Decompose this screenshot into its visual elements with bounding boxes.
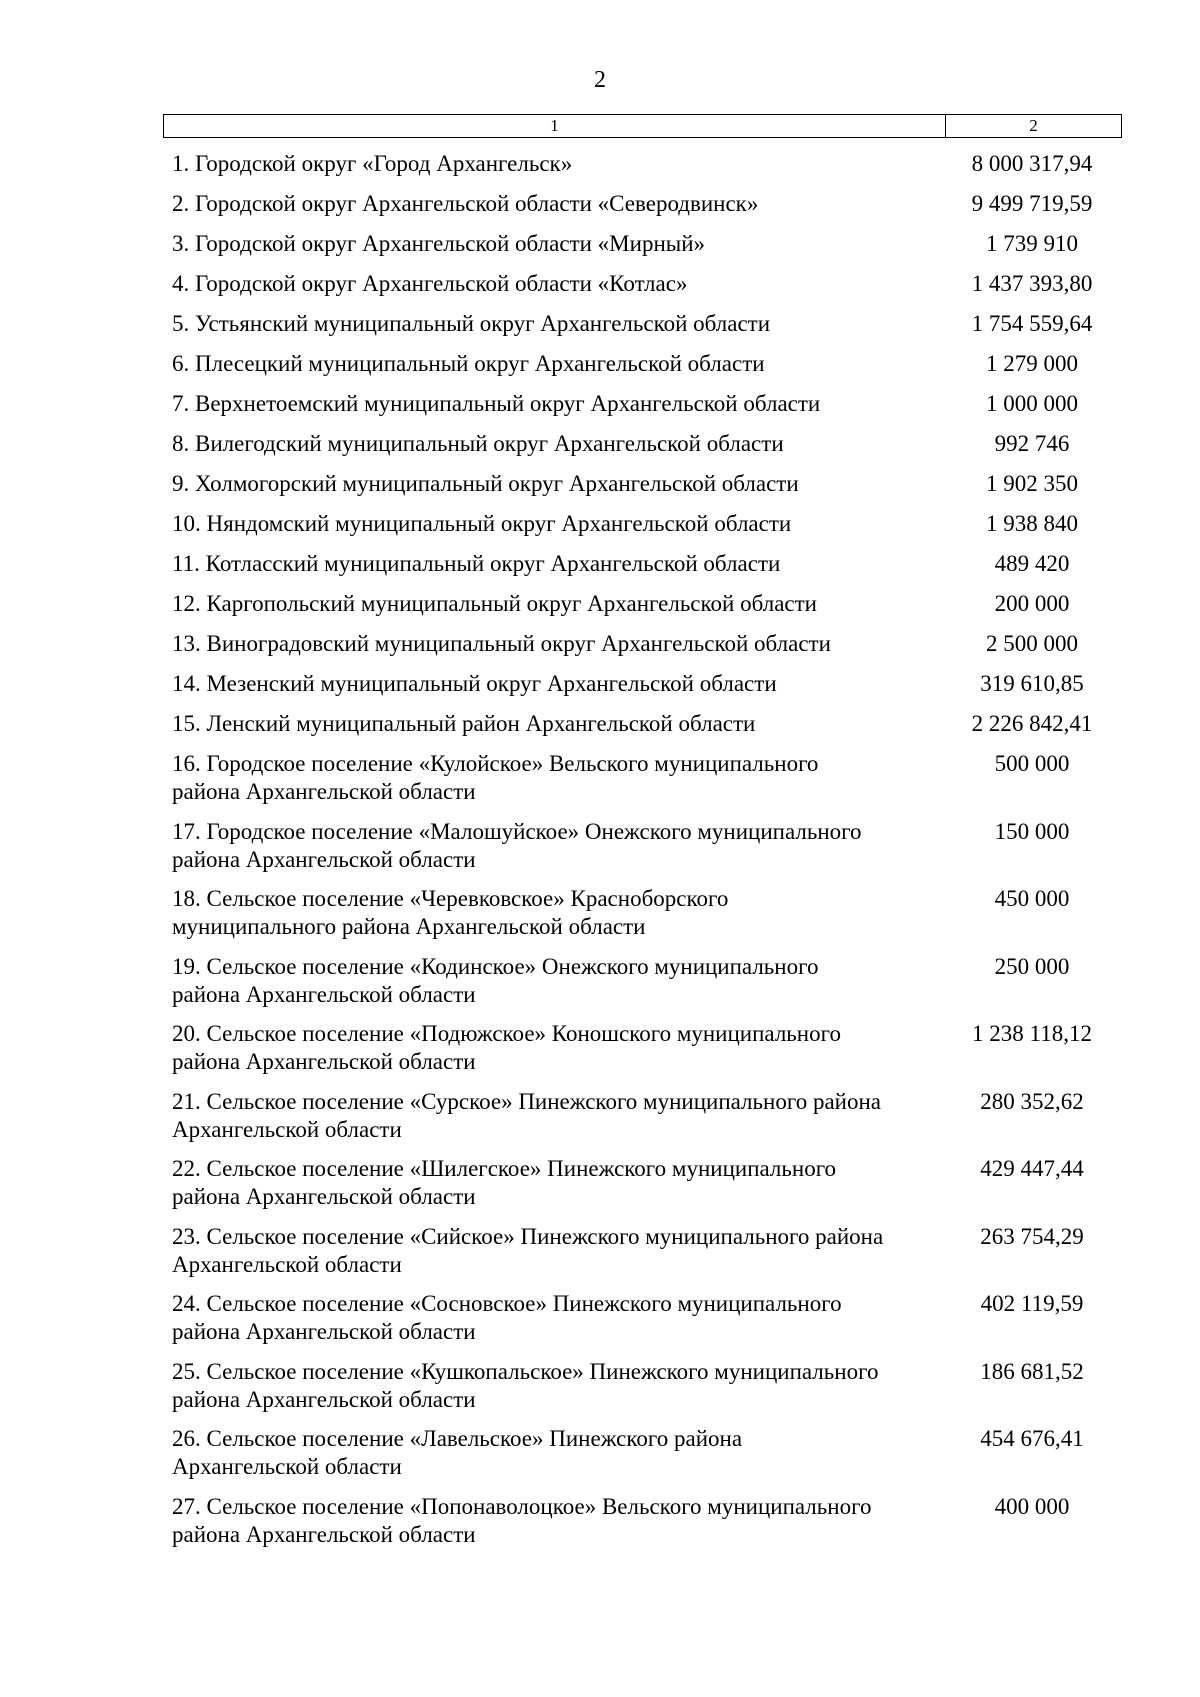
row-value: 1 739 910 bbox=[986, 231, 1078, 256]
row-name-line: Архангельской области bbox=[172, 1251, 402, 1277]
row-value: 1 754 559,64 bbox=[971, 311, 1093, 336]
row-name-line: 13. Виноградовский муниципальный округ Архангельской области bbox=[172, 631, 831, 656]
page-number: 2 bbox=[594, 67, 606, 93]
table-row bbox=[172, 230, 1112, 270]
row-name bbox=[172, 310, 932, 338]
table-header bbox=[163, 114, 1122, 138]
row-value: 429 447,44 bbox=[980, 1156, 1084, 1181]
row-name bbox=[172, 1155, 932, 1211]
row-name-line: 2. Городской округ Архангельской области «Северодвинск» bbox=[172, 191, 759, 216]
row-name-line: 26. Сельское поселение «Лавельское» Пинежского района bbox=[172, 1426, 743, 1451]
row-name-line: района Архангельской области bbox=[172, 1521, 476, 1547]
table-row bbox=[172, 270, 1112, 310]
table-row bbox=[172, 1425, 1112, 1493]
row-name-line: 23. Сельское поселение «Сийское» Пинежского муниципального района bbox=[172, 1223, 884, 1249]
row-value: 186 681,52 bbox=[980, 1358, 1084, 1384]
row-name bbox=[172, 630, 932, 658]
table-row bbox=[172, 190, 1112, 230]
row-name bbox=[172, 150, 932, 178]
row-name-line: 16. Городское поселение «Кулойское» Вельского муниципального bbox=[172, 751, 819, 776]
row-name bbox=[172, 1425, 932, 1481]
row-name-line: 12. Каргопольский муниципальный округ Архангельской области bbox=[172, 591, 817, 616]
row-value: 263 754,29 bbox=[980, 1223, 1084, 1249]
row-name-line: района Архангельской области bbox=[172, 1049, 476, 1074]
row-value: 319 610,85 bbox=[980, 671, 1084, 696]
row-name-line: 24. Сельское поселение «Сосновское» Пинежского муниципального bbox=[172, 1291, 842, 1316]
header-col-1: 1 bbox=[164, 115, 946, 137]
row-value: 200 000 bbox=[994, 591, 1070, 616]
header-col-2: 2 bbox=[1029, 116, 1038, 135]
table-row bbox=[172, 510, 1112, 550]
row-name-line: 8. Вилегодский муниципальный округ Архангельской области bbox=[172, 431, 784, 456]
row-name bbox=[172, 710, 932, 738]
row-value: 1 238 118,12 bbox=[972, 1021, 1092, 1046]
row-name-line: Архангельской области bbox=[172, 1454, 402, 1479]
table-row bbox=[172, 750, 1112, 818]
row-value: 1 000 000 bbox=[986, 391, 1078, 416]
row-name-line: 9. Холмогорский муниципальный округ Архангельской области bbox=[172, 471, 799, 496]
table-row bbox=[172, 1223, 1112, 1291]
row-name bbox=[172, 1358, 932, 1414]
row-name-line: 4. Городской округ Архангельской области «Котлас» bbox=[172, 271, 688, 296]
row-name-line: 20. Сельское поселение «Подюжское» Коношского муниципального bbox=[172, 1021, 841, 1046]
row-name bbox=[172, 1290, 932, 1346]
table-row bbox=[172, 1290, 1112, 1358]
row-name-line: 22. Сельское поселение «Шилегское» Пинежского муниципального bbox=[172, 1156, 837, 1181]
row-value: 250 000 bbox=[994, 953, 1070, 979]
row-name bbox=[172, 1088, 932, 1144]
row-value: 280 352,62 bbox=[980, 1088, 1084, 1114]
table-row bbox=[172, 390, 1112, 430]
row-value: 1 279 000 bbox=[986, 351, 1078, 376]
table-row bbox=[172, 1155, 1112, 1223]
table-row bbox=[172, 430, 1112, 470]
row-name-line: 6. Плесецкий муниципальный округ Архангельской области bbox=[172, 351, 765, 376]
table-row bbox=[172, 590, 1112, 630]
table-row bbox=[172, 885, 1112, 953]
table-row bbox=[172, 1020, 1112, 1088]
row-name bbox=[172, 430, 932, 458]
row-value: 1 938 840 bbox=[986, 511, 1078, 536]
row-name-line: 21. Сельское поселение «Сурское» Пинежского муниципального района bbox=[172, 1088, 881, 1114]
row-name-line: 11. Котласский муниципальный округ Архангельской области bbox=[172, 551, 781, 576]
table-row bbox=[172, 630, 1112, 670]
table-row bbox=[172, 1088, 1112, 1156]
row-value: 9 499 719,59 bbox=[971, 191, 1093, 216]
row-value: 8 000 317,94 bbox=[971, 151, 1093, 176]
row-name bbox=[172, 1223, 932, 1279]
row-name bbox=[172, 550, 932, 578]
row-name-line: 27. Сельское поселение «Попонаволоцкое» Вельского муниципального bbox=[172, 1493, 872, 1519]
row-name-line: района Архангельской области bbox=[172, 1386, 476, 1412]
row-name bbox=[172, 1493, 932, 1549]
row-name bbox=[172, 190, 932, 218]
row-name-line: района Архангельской области bbox=[172, 846, 476, 872]
row-name bbox=[172, 470, 932, 498]
row-name-line: района Архангельской области bbox=[172, 981, 476, 1007]
row-name-line: района Архангельской области bbox=[172, 1184, 476, 1209]
row-name bbox=[172, 270, 932, 298]
row-value: 2 226 842,41 bbox=[971, 711, 1093, 736]
row-name-line: 15. Ленский муниципальный район Архангельской области bbox=[172, 711, 756, 736]
row-value: 489 420 bbox=[994, 551, 1070, 576]
row-name-line: 3. Городской округ Архангельской области «Мирный» bbox=[172, 231, 706, 256]
table-row bbox=[172, 953, 1112, 1021]
row-name bbox=[172, 885, 932, 941]
table-row bbox=[172, 1358, 1112, 1426]
row-name-line: муниципального района Архангельской области bbox=[172, 914, 646, 939]
row-value: 454 676,41 bbox=[980, 1426, 1084, 1451]
table-row bbox=[172, 470, 1112, 510]
row-value: 450 000 bbox=[994, 886, 1070, 911]
row-name-line: 14. Мезенский муниципальный округ Архангельской области bbox=[172, 671, 777, 696]
row-name bbox=[172, 350, 932, 378]
row-name-line: 7. Верхнетоемский муниципальный округ Архангельской области bbox=[172, 391, 821, 416]
row-name bbox=[172, 750, 932, 806]
row-name-line: 17. Городское поселение «Малошуйское» Онежского муниципального bbox=[172, 818, 862, 844]
row-name-line: 19. Сельское поселение «Кодинское» Онежского муниципального bbox=[172, 953, 819, 979]
row-name-line: 1. Городской округ «Город Архангельск» bbox=[172, 151, 573, 176]
table-row bbox=[172, 710, 1112, 750]
table-row bbox=[172, 310, 1112, 350]
row-value: 1 437 393,80 bbox=[971, 271, 1093, 296]
row-value: 400 000 bbox=[994, 1493, 1070, 1519]
row-name bbox=[172, 818, 932, 874]
row-value: 500 000 bbox=[994, 751, 1070, 776]
row-name-line: 18. Сельское поселение «Черевковское» Красноборского bbox=[172, 886, 729, 911]
row-value: 1 902 350 bbox=[986, 471, 1078, 496]
row-value: 2 500 000 bbox=[986, 631, 1078, 656]
table-row bbox=[172, 150, 1112, 190]
row-name bbox=[172, 390, 932, 418]
row-value: 992 746 bbox=[994, 431, 1070, 456]
row-name-line: Архангельской области bbox=[172, 1116, 402, 1142]
row-name bbox=[172, 590, 932, 618]
row-name bbox=[172, 670, 932, 698]
row-name bbox=[172, 230, 932, 258]
row-name-line: 5. Устьянский муниципальный округ Архангельской области bbox=[172, 311, 771, 336]
table-row bbox=[172, 350, 1112, 390]
table-row bbox=[172, 818, 1112, 886]
row-value: 150 000 bbox=[994, 818, 1070, 844]
row-name-line: района Архангельской области bbox=[172, 1319, 476, 1344]
row-name-line: района Архангельской области bbox=[172, 779, 476, 804]
row-name bbox=[172, 953, 932, 1009]
table-row bbox=[172, 670, 1112, 710]
row-value: 402 119,59 bbox=[980, 1291, 1084, 1316]
table-row bbox=[172, 1493, 1112, 1561]
table-row bbox=[172, 550, 1112, 590]
row-name-line: 25. Сельское поселение «Кушкопальское» Пинежского муниципального bbox=[172, 1358, 879, 1384]
row-name-line: 10. Няндомский муниципальный округ Архангельской области bbox=[172, 511, 792, 536]
row-name bbox=[172, 510, 932, 538]
row-name bbox=[172, 1020, 932, 1076]
table-body bbox=[172, 150, 1112, 1560]
